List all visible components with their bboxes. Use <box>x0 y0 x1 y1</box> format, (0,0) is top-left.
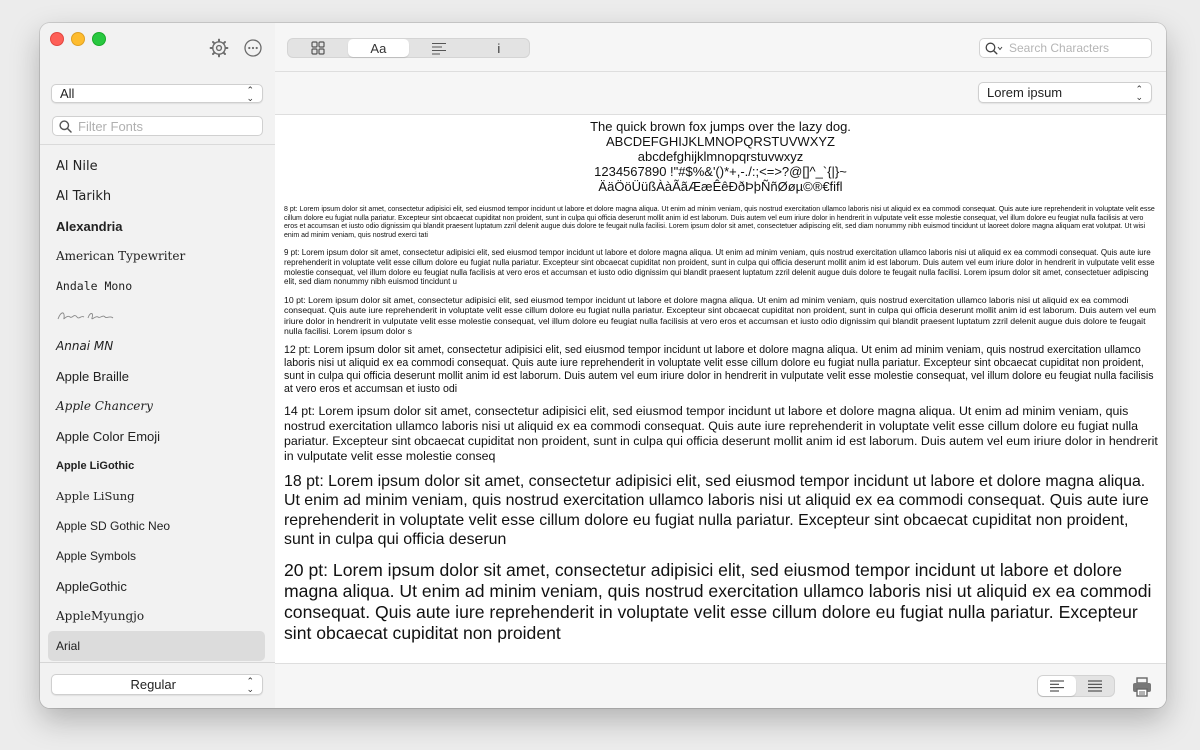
bottom-bar <box>275 663 1166 708</box>
pangram-line: The quick brown fox jumps over the lazy dog. <box>590 119 851 134</box>
toolbar <box>275 23 1166 72</box>
info-view-tab[interactable]: i <box>497 40 501 56</box>
font-item-applemyungjo[interactable]: AppleMyungjo <box>56 609 145 623</box>
font-list <box>40 151 275 661</box>
font-item-apple-sd-gothic-neo[interactable]: Apple SD Gothic Neo <box>56 519 171 533</box>
preview-options-bar <box>275 72 1166 115</box>
gear-icon[interactable] <box>209 38 229 58</box>
sample-12pt: 12 pt: Lorem ipsum dolor sit amet, consectetur adipisici elit, sed eiusmod tempor incidunt ut labore et dolore magna aliqua. Ut enim ad minim veniam, quis nostrud exercitation ullamco laboris nisi ut aliquid ex ea commodi consequat. Quis aute iure reprehenderit in voluptate velit esse cillum dolore eu fugiat nulla pariatur. Excepteur sint obcaecat cupiditat non proident, sunt in culpa qui officia deserunt mollit anim id est laborum. Duis autem vel eum iriure dolor in hendrerit in vulputate velit esse molestie consequat, vel illum dolore eu feugiat nulla facilisis at vero eros et accumsan et iusto odi <box>284 344 1154 396</box>
font-item-apple-symbols[interactable]: Apple Symbols <box>56 549 137 563</box>
chevron-updown-icon: ⌃ ⌄ <box>1135 83 1143 102</box>
font-item-al-tarikh[interactable]: Al Tarikh <box>56 188 112 204</box>
font-item-apple-chancery[interactable]: Apple Chancery <box>56 399 153 413</box>
align-left-button[interactable] <box>1038 676 1076 696</box>
sample-18pt: 18 pt: Lorem ipsum dolor sit amet, consectetur adipisici elit, sed eiusmod tempor incidunt ut labore et dolore magna aliqua. Ut enim ad minim veniam, quis nostrud exercitation ullamco laboris nisi ut aliquid ex ea commodi consequat. Quis aute iure reprehenderit in voluptate velit esse cillum dolore eu fugiat nulla pariatur. Excepteur sint obcaecat cupiditat non proident, sunt in culpa qui officia deserun <box>284 473 1149 549</box>
sample-view-tab[interactable]: Aa <box>348 39 408 57</box>
accented-line: ÄäÖöÜüßÀàÃãÆæÊêÐðÞþÑñØøµ©®€fifl <box>598 179 843 194</box>
collection-popup[interactable] <box>51 84 263 103</box>
font-item-arial[interactable]: Arial <box>48 631 265 661</box>
font-book-window <box>40 23 1166 708</box>
uppercase-line: ABCDEFGHIJKLMNOPQRSTUVWXYZ <box>606 134 835 149</box>
ellipsis-circle-icon[interactable] <box>243 38 263 58</box>
font-item-annai-mn[interactable]: Annai MN <box>56 339 114 353</box>
minimize-window-button[interactable] <box>71 32 85 46</box>
alignment-segmented-control <box>1037 675 1115 697</box>
sample-type-value: Lorem ipsum <box>987 85 1063 100</box>
style-value: Regular <box>130 677 176 692</box>
grid-icon <box>311 41 325 55</box>
sample-14pt: 14 pt: Lorem ipsum dolor sit amet, consectetur adipisici elit, sed eiusmod tempor incidunt ut labore et dolore magna aliqua. Ut enim ad minim veniam, quis nostrud exercitation ullamco laboris nisi ut aliquid ex ea commodi consequat. Quis aute iure reprehenderit in voluptate velit esse cillum dolore eu fugiat nulla pariatur. Excepteur sint obcaecat cupiditat non proident, sunt in culpa qui officia deserunt mollit anim id est laborum. Duis autem vel eum iriure dolor in hendrerit in vulputate velit esse molestie conseq <box>284 404 1158 463</box>
font-item-apple-ligothic[interactable]: Apple LiGothic <box>56 460 135 472</box>
font-item-american-typewriter[interactable]: American Typewriter <box>56 249 186 263</box>
lowercase-line: abcdefghijklmnopqrstuvwxyz <box>637 149 804 164</box>
style-popup[interactable] <box>51 674 263 695</box>
window-controls <box>50 32 106 46</box>
justify-icon <box>1087 680 1103 692</box>
character-overview <box>275 115 1166 194</box>
font-item-al-nile[interactable]: Al Nile <box>56 158 98 174</box>
font-item-andale-mono[interactable]: Andale Mono <box>56 279 133 293</box>
sidebar <box>40 23 276 708</box>
search-characters-field[interactable] <box>979 38 1152 58</box>
font-item-apple-lisung[interactable]: Apple LiSung <box>56 489 135 503</box>
sample-type-popup[interactable] <box>978 82 1152 103</box>
sample-20pt: 20 pt: Lorem ipsum dolor sit amet, consectetur adipisici elit, sed eiusmod tempor incidunt ut labore et dolore magna aliqua. Ut enim ad minim veniam, quis nostrud exercitation ullamco laboris nisi ut aliquid ex ea commodi consequat. Quis aute iure reprehenderit in voluptate velit esse cillum dolore eu fugiat nulla pariatur. Excepteur sint obcaecat cupiditat non proident <box>284 559 1152 644</box>
divider <box>40 144 275 145</box>
font-item-apple-braille[interactable]: Apple Braille <box>56 368 129 384</box>
sample-9pt: 9 pt: Lorem ipsum dolor sit amet, consectetur adipisici elit, sed eiusmod tempor incidunt ut labore et dolore magna aliqua. Ut enim ad minim veniam, quis nostrud exercitation ullamco laboris nisi ut aliquid ex ea commodi consequat. Quis aute iure reprehenderit in voluptate velit esse cillum dolore eu fugiat nulla pariatur. Excepteur sint obcaecat cupiditat non proident, sunt in culpa qui officia deserunt mollit anim id est laborum. Duis autem vel eum iriure dolor in hendrerit in vulputate velit esse molestie consequat, vel illum dolore eu feugiat nulla facilisis at vero eros et accumsan et iusto odio dignissim qui blandit praesent luptatum zzril delenit augue duis dolore te feugait nulla facilisi. Lorem ipsum dolor sit amet, consectetuer adipiscing elit, sed diam nonummy nibh euismod tincidunt u <box>284 248 1155 287</box>
digits-symbols-line: 1234567890 !"#$%&'()*+,-./:;<=>?@[]^_`{|}~ <box>594 164 847 179</box>
grid-view-tab[interactable] <box>288 39 348 57</box>
search-placeholder: Search Characters <box>1009 41 1110 55</box>
font-item-apple-color-emoji[interactable]: Apple Color Emoji <box>56 428 161 444</box>
search-icon <box>59 120 72 133</box>
printer-icon[interactable] <box>1131 676 1153 698</box>
justify-button[interactable] <box>1076 676 1114 696</box>
sample-8pt: 8 pt: Lorem ipsum dolor sit amet, consectetur adipisici elit, sed eiusmod tempor incidunt ut labore et dolore magna aliqua. Ut enim ad minim veniam, quis nostrud exercitation ullamco laboris nisi ut aliquid ex ea commodi consequat. Quis aute iure reprehenderit in voluptate velit esse cillum dolore eu fugiat nulla pariatur. Excepteur sint obcaecat cupiditat non proident, sunt in culpa qui officia deserunt mollit anim id est laborum. Duis autem vel eum iriure dolor in hendrerit in vulputate velit esse molestie consequat, vel illum dolore eu feugiat nulla facilisis at vero eros et accumsan et iusto odio dignissim qui blandit praesent luptatum zzril delenit augue duis dolore te feugait nulla facilisi. Lorem ipsum dolor sit amet, consectetuer adipiscing elit, sed diam nonummy nibh euismod tincidunt ut laoreet dolore magna aliquam erat volutpat. Ut wisi enim ad minim veniam, quis nostrud exerci tati <box>284 206 1155 239</box>
search-icon <box>985 42 1003 55</box>
script-font-preview-image <box>56 309 116 323</box>
sample-10pt: 10 pt: Lorem ipsum dolor sit amet, consectetur adipisici elit, sed eiusmod tempor incidunt ut labore et dolore magna aliqua. Ut enim ad minim veniam, quis nostrud exercitation ullamco laboris nisi ut aliquid ex ea commodi consequat. Quis aute iure reprehenderit in voluptate velit esse cillum dolore eu fugiat nulla pariatur. Excepteur sint obcaecat cupiditat non proident, sunt in culpa qui officia deserunt mollit anim id est laborum. Duis autem vel eum iriure dolor in hendrerit in vulputate velit esse molestie consequat, vel illum dolore eu feugiat nulla facilisis at vero eros et accumsan et iusto odio dignissim qui blandit praesent luptatum zzril delenit augue duis dolore te feugait nulla facilisi. Lorem ipsum dolor s <box>284 294 1156 336</box>
font-item-alexandria[interactable]: Alexandria <box>56 218 123 234</box>
main-area <box>275 23 1166 708</box>
filter-fonts-field[interactable] <box>52 116 263 136</box>
maximize-window-button[interactable] <box>92 32 106 46</box>
font-item-andalus-signature[interactable] <box>48 301 265 331</box>
size-samples <box>275 194 1166 644</box>
waterfall-view-tab[interactable] <box>409 39 469 57</box>
chevron-updown-icon: ⌃ ⌄ <box>246 84 254 103</box>
align-left-icon <box>1049 680 1065 692</box>
list-icon <box>431 42 447 55</box>
view-mode-segmented-control <box>287 38 530 58</box>
font-preview-area <box>275 115 1166 663</box>
collection-value: All <box>60 86 75 101</box>
filter-placeholder: Filter Fonts <box>78 118 144 134</box>
divider <box>40 662 275 663</box>
chevron-updown-icon: ⌃ ⌄ <box>246 675 254 694</box>
font-item-applegothic[interactable]: AppleGothic <box>56 578 127 594</box>
close-window-button[interactable] <box>50 32 64 46</box>
